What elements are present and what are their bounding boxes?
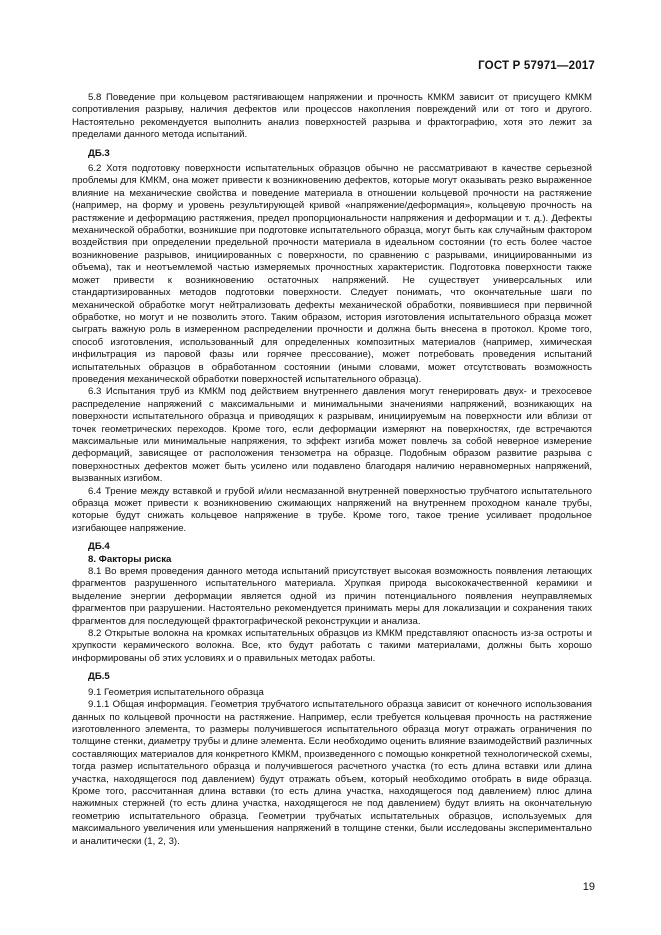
section-heading-db5: ДБ.5 [88, 671, 110, 683]
paragraph-9-1-1: 9.1.1 Общая информация. Геометрия трубчатого испытательного образца зависит от конечного использования данных по кольцевой прочности на растяжение. Например, если требуется кольцевая прочность на растяжение изготовленного элемента, то размеры получившегося испытательного образца могут отражать ограничения по толщине стенки, диаметру трубы и длине элемента. Если необходимо оценить влияние взаимодействий различных составляющих материалов для конкретного КМКМ, произведенного с помощью конкретной технологической схемы, тогда размер испытательного образца и получившегося расчетного участка (то есть длина вставки или длина участка, находящегося под давлением) будут отражать объем, который необходимо отобрать в виде образца. Кроме того, рассчитанная длина вставки (то есть длина участка, находящегося под давлением) плюс длина нажимных стержней (то есть длина участка, находящегося не под давлением) будут влиять на окончательную геометрию испытательного образца. Геометрии трубчатых испытательных образцов, используемых для максимального увеличения или уменьшения напряжений в толщине стенки, были исследованы экспериментально и аналитически (1, 2, 3). [72, 699, 592, 847]
paragraph-8-2: 8.2 Открытые волокна на кромках испытательных образцов из КМКМ представляют опасность из-за остроты и хрупкости керамического волокна. Все, кто будут работать с такими материалами, должны быть хорошо информированы об этих условиях и о правильных методах работы. [72, 628, 592, 664]
document-body [72, 92, 592, 848]
section-heading-db3: ДБ.3 [88, 147, 110, 159]
heading-risk-factors: 8. Факторы риска [88, 553, 172, 565]
paragraph-6-4: 6.4 Трение между вставкой и грубой и/или несмазанной внутренней поверхностью трубчатого испытательного образца может привести к возникновению сжимающих напряжений на внутреннем проходном канале трубы, которые будут снижать кольцевое напряжение в трубе. Кроме того, такое трение усиливает продольное изгибающее напряжение. [72, 485, 592, 534]
paragraph-8-1: 8.1 Во время проведения данного метода испытаний присутствует высокая возможность появления летающих фрагментов разрушенного испытательного материала. Хрупкая природа высококачественной керамики и выделение энергии деформации является одной из причин потенциального появления неуправляемых фрагментов при разрушении. Настоятельно рекомендуется принимать меры для локализации и сохранения таких фрагментов для последующей фрактографической реконструкции и анализа. [72, 566, 592, 627]
page-number: 19 [582, 881, 595, 893]
paragraph-6-2: 6.2 Хотя подготовку поверхности испытательных образцов обычно не рассматривают в качестве серьезной проблемы для КМКМ, она может привести к возникновению дефектов, которые могут оказывать резко выраженное влияние на механические свойства и поведение материала в отношении кольцевой прочности на растяжение (например, на форму и уровень результирующей кривой «напряжение/деформация», кольцевую прочность на растяжение и деформацию растяжения, предел пропорциональности напряжения и деформации и т. д.). Дефекты механической обработки, возникшие при подготовке испытательного образца, могут быть как случайным фактором воздействия при определении предельной прочности материала в идеальном состоянии (то есть более частое возникновение разрывов, инициированных с поверхности, по сравнению с разрывами, инициированными из объема), так и неотъемлемой частью измеряемых прочностных характеристик. Подготовка поверхности также может привести к возникновению остаточных напряжений. Не существует универсальных или стандартизированных методов подготовки поверхности. Следует понимать, что окончательные шаги по механической обработке могут нейтрализовать дефекты механической обработки, появившиеся при первичной обработке, но могут и не позволить этого. Таким образом, история изготовления испытательного образца может сыграть важную роль в измеренном распределении прочности и должна быть внесена в протокол. Кроме того, способ изготовления, использованный для определенных композитных материалов (например, химическая инфильтрация из паровой фазы или горячее прессование), может потребовать проведения испытаний испытательных образцов в обработанном состоянии (иными словами, может отсутствовать возможность проведения механической обработки поверхностей испытательного образца). [72, 163, 592, 385]
standard-code: ГОСТ Р 57971—2017 [478, 60, 595, 72]
section-heading-db4: ДБ.4 [88, 541, 110, 553]
paragraph-9-1: 9.1 Геометрия испытательного образца [88, 686, 264, 698]
paragraph-6-3: 6.3 Испытания труб из КМКМ под действием внутреннего давления могут генерировать двух- и трехосевое распределение напряжений с максимальными и минимальными значениями напряжений, возникающих на поверхности испытательного образца и приводящих к разрывам, инициируемым на поверхности или вблизи от точек геометрических переходов. Кроме того, если деформации измеряют на поверхностях, где встречаются максимальные или минимальные напряжения, то эффект изгиба может повлечь за собой неверное измерение деформаций, зависящее от расположения тензометра на образце. Подобным образом развитие разрыва с поверхностных дефектов может быть усилено или подавлено благодаря наличию неравномерных напряжений, вызванных изгибом. [72, 386, 592, 485]
paragraph-5-8: 5.8 Поведение при кольцевом растягивающем напряжении и прочность КМКМ зависит от присущего КМКМ сопротивления разрыву, наличия дефектов или процессов накопления повреждений или от того и другого. Настоятельно рекомендуется выполнить анализ поверхностей разрыва и фрактографию, хотя это лежит за пределами данного метода испытаний. [72, 92, 592, 141]
